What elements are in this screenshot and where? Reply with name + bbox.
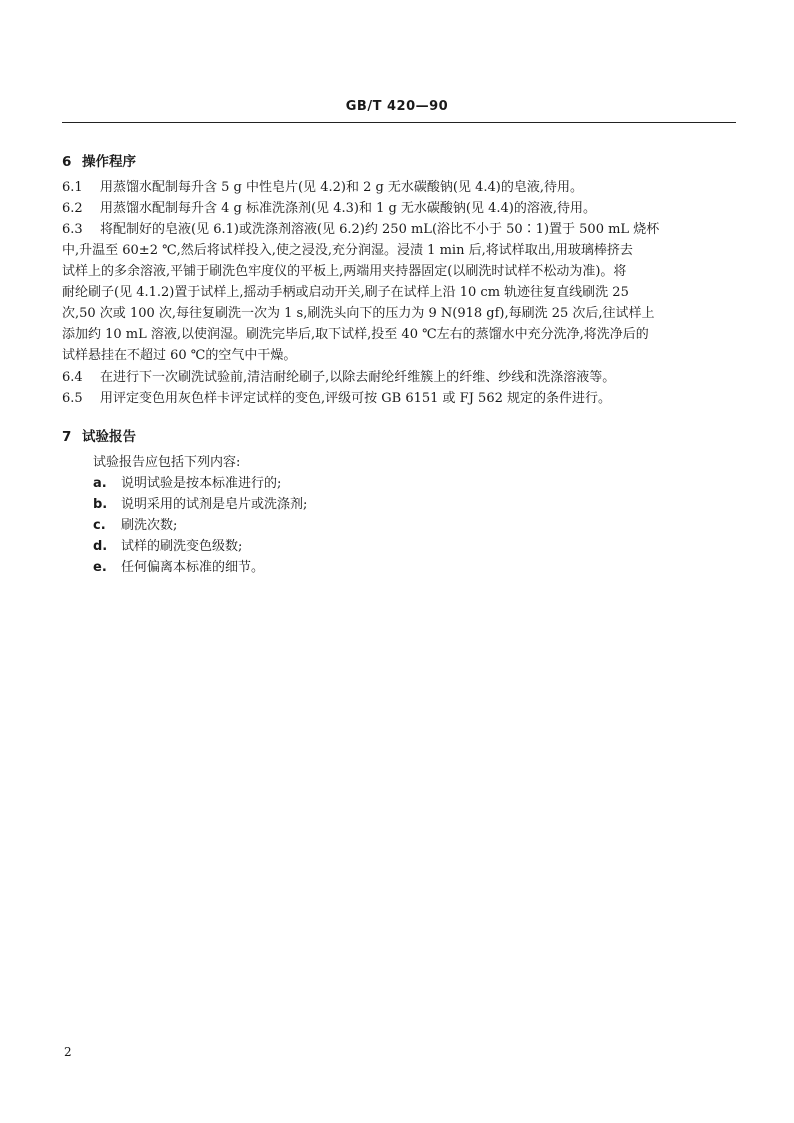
report-intro: 试验报告应包括下列内容: [93, 455, 241, 470]
clause-6-3-line: 试样上的多余溶液,平铺于刷洗色牢度仪的平板上,两端用夹持器固定(以刷洗时试样不松动为准)。将 [62, 264, 627, 279]
report-item-marker: a. [93, 476, 107, 491]
clause-6-3-line: 次,50 次或 100 次,每往复刷洗一次为 1 s,刷洗头向下的压力为 9 N(918 gf),每刷洗 25 次后,往试样上 [62, 306, 655, 321]
report-item-text: 刷洗次数; [121, 518, 178, 533]
clause-6-5-number: 6.5 [62, 391, 83, 406]
header-rule [62, 122, 736, 123]
clause-6-2-number: 6.2 [62, 201, 83, 216]
section-6-heading [62, 150, 136, 170]
report-item-e [93, 560, 264, 576]
report-item-marker: d. [93, 539, 108, 554]
clause-6-4-number: 6.4 [62, 370, 83, 385]
clause-6-5 [62, 391, 611, 407]
section-6-number: 6 [62, 154, 72, 170]
standard-code-header: GB/T 420—90 [345, 99, 449, 114]
section-7-heading [62, 425, 136, 445]
clause-6-1-text: 用蒸馏水配制每升含 5 g 中性皂片(见 4.2)和 2 g 无水碳酸钠(见 4.4)的皂液,待用。 [100, 180, 584, 195]
clause-6-3-line: 添加约 10 mL 溶液,以使润湿。刷洗完毕后,取下试样,投至 40 ℃左右的蒸馏水中充分洗净,将洗净后的 [62, 327, 649, 342]
clause-6-3-line: 耐纶刷子(见 4.1.2)置于试样上,摇动手柄或启动开关,刷子在试样上沿 10 cm 轨迹往复直线刷洗 25 [62, 285, 629, 300]
page-number: 2 [64, 1045, 72, 1059]
report-item-c [93, 518, 177, 534]
report-item-text: 说明采用的试剂是皂片或洗涤剂; [121, 497, 308, 512]
clause-6-3-line: 试样悬挂在不超过 60 ℃的空气中干燥。 [62, 348, 297, 363]
clause-6-4-text: 在进行下一次刷洗试验前,清洁耐纶刷子,以除去耐纶纤维簇上的纤维、纱线和洗涤溶液等。 [100, 370, 616, 385]
report-item-marker: c. [93, 518, 106, 533]
section-6-title: 操作程序 [82, 154, 136, 170]
clause-6-3-text: 将配制好的皂液(见 6.1)或洗涤剂溶液(见 6.2)约 250 mL(浴比不小于 50∶1)置于 500 mL 烧杯 [100, 222, 660, 237]
clause-6-4 [62, 370, 615, 386]
report-item-text: 任何偏离本标准的细节。 [121, 560, 265, 575]
clause-6-1-number: 6.1 [62, 180, 83, 195]
report-item-text: 试样的刷洗变色级数; [121, 539, 243, 554]
clause-6-3 [62, 222, 659, 238]
section-7-number: 7 [62, 429, 72, 445]
report-item-d [93, 539, 242, 555]
clause-6-3-number: 6.3 [62, 222, 83, 237]
report-item-text: 说明试验是按本标准进行的; [121, 476, 282, 491]
clause-6-3-line: 中,升温至 60±2 ℃,然后将试样投入,使之浸没,充分润湿。浸渍 1 min 后,将试样取出,用玻璃棒挤去 [62, 243, 633, 258]
clause-6-1 [62, 180, 583, 196]
section-7-title: 试验报告 [82, 429, 136, 445]
report-item-marker: e. [93, 560, 107, 575]
clause-6-2 [62, 201, 596, 217]
report-item-marker: b. [93, 497, 108, 512]
report-item-b [93, 497, 307, 513]
clause-6-5-text: 用评定变色用灰色样卡评定试样的变色,评级可按 GB 6151 或 FJ 562 规定的条件进行。 [100, 391, 611, 406]
report-item-a [93, 476, 281, 492]
clause-6-2-text: 用蒸馏水配制每升含 4 g 标准洗涤剂(见 4.3)和 1 g 无水碳酸钠(见 4.4)的溶液,待用。 [100, 201, 597, 216]
